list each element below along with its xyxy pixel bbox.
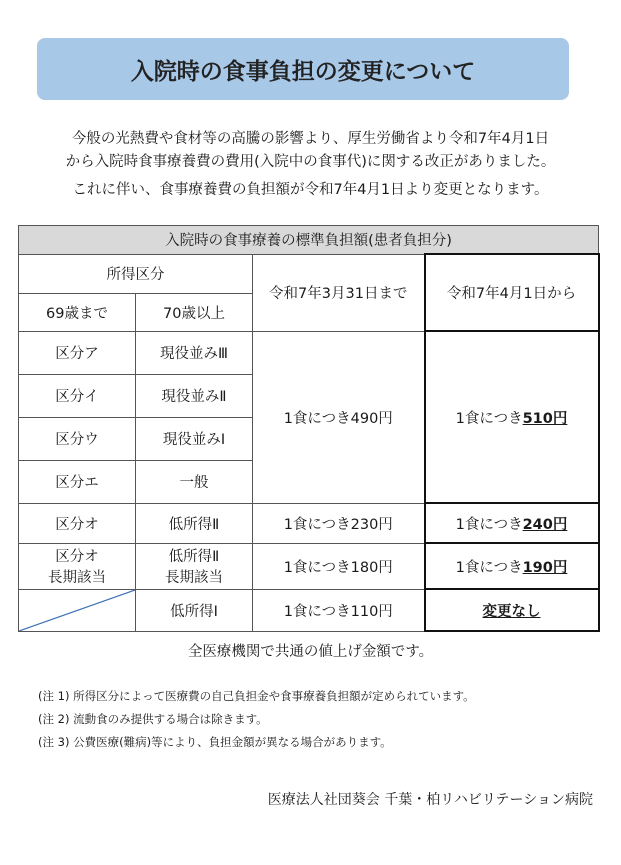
after-prefix: 1食につき (455, 410, 523, 427)
col-before-header: 令和7年3月31日まで (253, 254, 425, 331)
category-b: 現役並みⅠ (136, 417, 253, 460)
category-b: 低所得Ⅰ (136, 589, 253, 631)
intro-line-1: 今般の光熱費や食材等の高騰の影響より、厚生労働省より令和7年4月1日 (71, 131, 550, 147)
note-item: (注 3) 公費医療(難病)等により、負担金額が異なる場合があります。 (38, 735, 392, 749)
diagonal-line (19, 590, 135, 631)
fee-table (18, 225, 600, 632)
category-b: 低所得Ⅱ (136, 503, 253, 543)
income-category-label: 所得区分 (19, 254, 253, 293)
row-low1-before: 1食につき110円 (253, 589, 425, 631)
category-a-line2: 長期該当 (48, 570, 106, 586)
after-amount: 240円 (522, 516, 568, 533)
row-o-long-before: 1食につき180円 (253, 543, 425, 589)
category-b: 一般 (136, 460, 253, 503)
group1-before: 1食につき490円 (253, 331, 425, 503)
page-title: 入院時の食事負担の変更について (37, 38, 569, 100)
row-o-after (425, 503, 599, 543)
after-amount: 190円 (522, 559, 568, 576)
age-under-69: 69歳まで (19, 293, 136, 331)
category-a: 区分ア (19, 331, 136, 374)
category-b: 現役並みⅢ (136, 331, 253, 374)
category-a: 区分イ (19, 374, 136, 417)
group1-after (425, 331, 599, 503)
age-over-70: 70歳以上 (136, 293, 253, 331)
category-b (136, 543, 253, 589)
after-amount: 510円 (522, 410, 568, 427)
after-prefix: 1食につき (455, 516, 523, 533)
category-a-line1: 区分オ (55, 549, 99, 565)
note-item: (注 1) 所得区分によって医療費の自己負担金や食事療養負担額が定められています。 (38, 689, 475, 703)
category-a: 区分ウ (19, 417, 136, 460)
empty-diagonal-cell (19, 589, 136, 631)
category-b: 現役並みⅡ (136, 374, 253, 417)
col-after-header: 令和7年4月1日から (425, 254, 599, 331)
note-item: (注 2) 流動食のみ提供する場合は除きます。 (38, 712, 268, 726)
row-o-long-after (425, 543, 599, 589)
hospital-name: 医療法人社団葵会 千葉・柏リハビリテーション病院 (267, 792, 593, 808)
intro-line-2: から入院時食事療養費の費用(入院中の食事代)に関する改正がありました。 (65, 154, 556, 170)
category-a (19, 543, 136, 589)
category-b-line2: 長期該当 (165, 570, 223, 586)
no-change-text: 変更なし (482, 603, 541, 620)
row-o-before: 1食につき230円 (253, 503, 425, 543)
row-low1-after (425, 589, 599, 631)
notes-list (38, 685, 475, 754)
category-b-line1: 低所得Ⅱ (168, 549, 220, 565)
common-note: 全医療機関で共通の値上げ金額です。 (187, 644, 434, 660)
category-a: 区分エ (19, 460, 136, 503)
intro-line-3: これに伴い、食事療養費の負担額が令和7年4月1日より変更となります。 (72, 182, 549, 198)
after-prefix: 1食につき (455, 559, 523, 576)
category-a: 区分オ (19, 503, 136, 543)
table-header: 入院時の食事療養の標準負担額(患者負担分) (19, 226, 599, 255)
